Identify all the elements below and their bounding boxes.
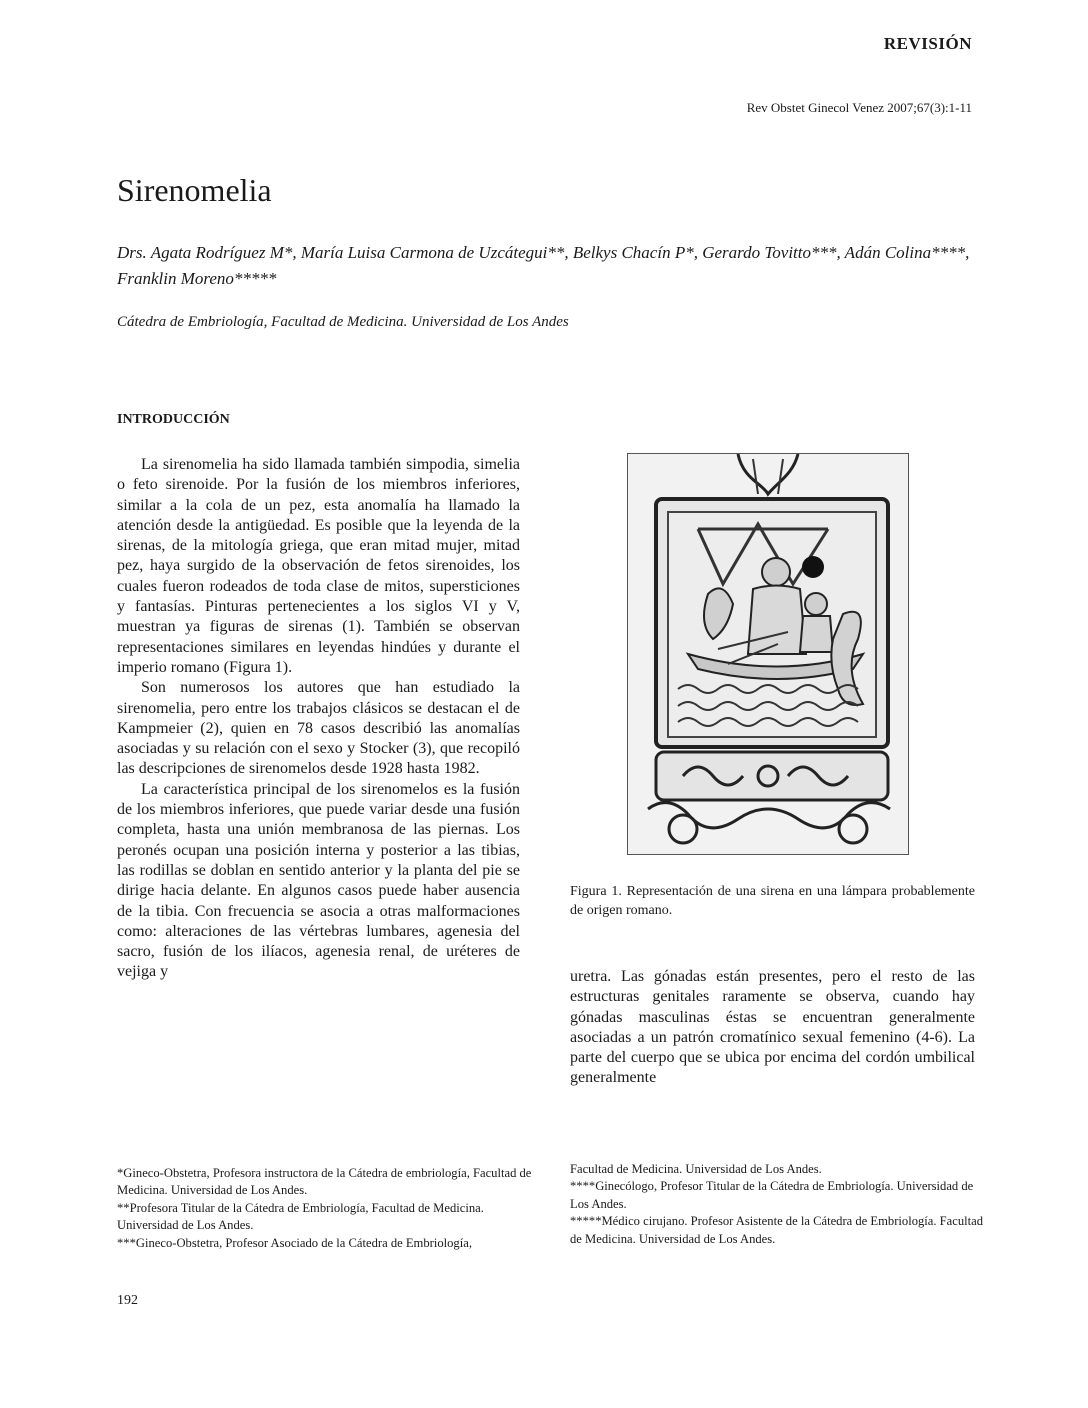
footnotes-left — [117, 1165, 537, 1252]
author-list: Drs. Agata Rodríguez M*, María Luisa Carmona de Uzcátegui**, Belkys Chacín P*, Gerardo Tovitto***, Adán Colina****, Franklin Moreno***** — [117, 243, 970, 288]
paragraph: uretra. Las gónadas están presentes, pero el resto de las estructuras genitales raramente se observa, cuando hay gónadas masculinas éstas se encuentran generalmente asociadas a un patrón cromatínico sexual femenino (4-6). La parte del cuerpo que se ubica por encima del cordón umbilical generalmente — [570, 968, 975, 1087]
affiliation: Cátedra de Embriología, Facultad de Medicina. Universidad de Los Andes — [117, 314, 569, 330]
figure-caption: Figura 1. Representación de una sirena en una lámpara probablemente de origen romano. — [570, 884, 975, 918]
footnotes-right — [570, 1161, 990, 1248]
paragraph: La sirenomelia ha sido llamada también simpodia, simelia o feto sirenoide. Por la fusión de los miembros inferiores, similar a la cola de un pez, esta anomalía ha llamado la atención desde la antigüedad. Es posible que la leyenda de la sirenas, de la mitología griega, que eran mitad mujer, mitad pez, haya surgido de la observación de fetos sirenoides, los cuales fueron rodeados de toda clase de mitos, supersticiones y fantasías. Pinturas pertenecientes a los siglos VI y V, muestran ya figuras de sirenas (1). También se observan representaciones similares en leyendas hindúes y durante el imperio romano (Figura 1). — [117, 456, 520, 676]
paragraph: Son numerosos los autores que han estudiado la sirenomelia, pero entre los trabajos clásicos se destacan el de Kampmeier (2), quien en 78 casos describió las anomalías asociadas y su relación con el sexo y Stocker (3), que recopiló las descripciones de sirenomelos desde 1928 hasta 1982. — [117, 679, 520, 778]
left-text-column — [117, 455, 520, 983]
right-text-column — [570, 967, 975, 1089]
figure-image — [627, 453, 909, 855]
footnote: ***Gineco-Obstetra, Profesor Asociado de la Cátedra de Embriología, — [117, 1235, 472, 1250]
footnote: ****Ginecólogo, Profesor Titular de la Cátedra de Embriología. Universidad de Los Andes. — [570, 1179, 974, 1211]
section-label: REVISIÓN — [883, 34, 972, 53]
page-number: 192 — [117, 1293, 138, 1308]
mermaid-lamp-illustration — [628, 454, 908, 854]
section-heading: INTRODUCCIÓN — [117, 412, 230, 427]
footnote: *****Médico cirujano. Profesor Asistente de la Cátedra de Embriología. Facultad de Medicina. Universidad de Los Andes. — [570, 1214, 984, 1246]
footnote: **Profesora Titular de la Cátedra de Embriología, Facultad de Medicina. Universidad de Los Andes. — [117, 1200, 484, 1233]
footnote: *Gineco-Obstetra, Profesora instructora de la Cátedra de embriología, Facultad de Medicina. Universidad de Los Andes. — [117, 1166, 532, 1198]
footnote: Facultad de Medicina. Universidad de Los Andes. — [570, 1162, 822, 1176]
journal-citation: Rev Obstet Ginecol Venez 2007;67(3):1-11 — [746, 100, 972, 115]
article-title: Sirenomelia — [117, 172, 272, 208]
paragraph: La característica principal de los sirenomelos es la fusión de los miembros inferiores, que puede variar desde una fusión completa, hasta una unión membranosa de las piernas. Los peronés ocupan una posición interna y posterior a las tibias, las rodillas se doblan en sentido anterior y la planta del pie se dirige hacia delante. En algunos casos puede haber ausencia de la tibia. Con frecuencia se asocia a otras malformaciones como: alteraciones de las vértebras lumbares, agenesia del sacro, fusión de los ilíacos, agenesia renal, de uréteres de vejiga y — [117, 780, 520, 981]
